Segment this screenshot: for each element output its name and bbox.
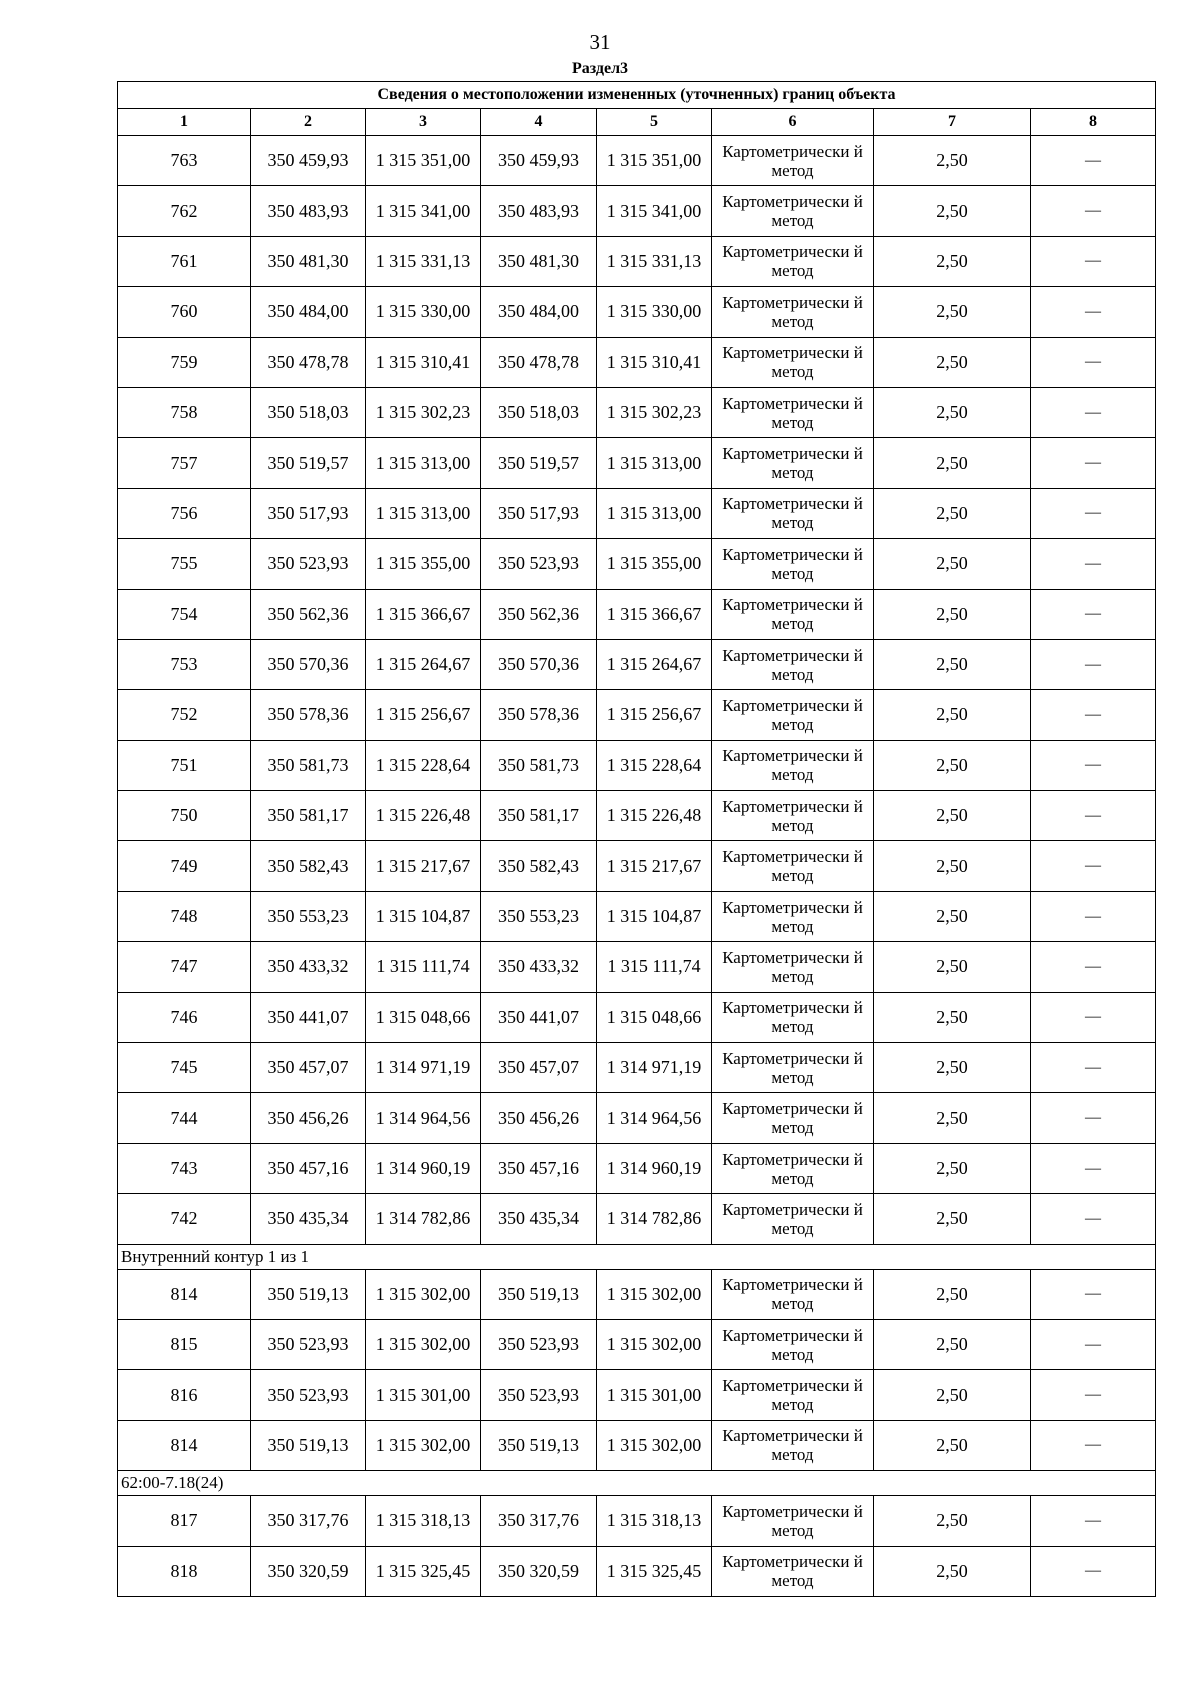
cell-point-number: 743: [118, 1143, 251, 1193]
cell-description: —: [1031, 1496, 1156, 1546]
cell-point-number: 814: [118, 1420, 251, 1470]
table-caption: Сведения о местоположении измененных (уточненных) границ объекта: [118, 82, 1156, 109]
cell-x-new: 350 582,43: [481, 841, 597, 891]
cell-method: Картометрически й метод: [712, 488, 874, 538]
cell-x-old: 350 483,93: [251, 186, 366, 236]
table-row: [118, 1143, 1156, 1193]
table-row: [118, 942, 1156, 992]
cell-description: —: [1031, 186, 1156, 236]
cell-x-old: 350 523,93: [251, 539, 366, 589]
cell-y-old: 1 315 313,00: [366, 438, 481, 488]
cell-x-old: 350 456,26: [251, 1093, 366, 1143]
cell-y-old: 1 315 301,00: [366, 1370, 481, 1420]
cell-x-new: 350 519,13: [481, 1269, 597, 1319]
cell-x-new: 350 481,30: [481, 236, 597, 286]
cell-y-new: 1 315 302,23: [597, 387, 712, 437]
cell-y-new: 1 315 104,87: [597, 891, 712, 941]
cell-description: —: [1031, 387, 1156, 437]
contour-label-row: [118, 1471, 1156, 1496]
cell-method: Картометрически й метод: [712, 639, 874, 689]
cell-description: —: [1031, 1093, 1156, 1143]
cell-accuracy: 2,50: [874, 287, 1031, 337]
cell-x-new: 350 456,26: [481, 1093, 597, 1143]
cell-x-new: 350 518,03: [481, 387, 597, 437]
cell-y-old: 1 315 341,00: [366, 186, 481, 236]
cell-point-number: 814: [118, 1269, 251, 1319]
cell-x-old: 350 518,03: [251, 387, 366, 437]
cell-description: —: [1031, 337, 1156, 387]
table-row: [118, 136, 1156, 186]
cell-accuracy: 2,50: [874, 186, 1031, 236]
cell-method: Картометрически й метод: [712, 992, 874, 1042]
cell-y-old: 1 315 318,13: [366, 1496, 481, 1546]
cell-y-new: 1 314 971,19: [597, 1043, 712, 1093]
cell-x-new: 350 523,93: [481, 1319, 597, 1369]
cell-y-old: 1 315 256,67: [366, 690, 481, 740]
cell-method: Картометрически й метод: [712, 337, 874, 387]
cell-description: —: [1031, 1143, 1156, 1193]
cell-y-new: 1 314 960,19: [597, 1143, 712, 1193]
table-row: [118, 1194, 1156, 1244]
cell-point-number: 817: [118, 1496, 251, 1546]
cell-accuracy: 2,50: [874, 791, 1031, 841]
cell-accuracy: 2,50: [874, 1319, 1031, 1369]
cell-method: Картометрически й метод: [712, 1093, 874, 1143]
cell-x-old: 350 570,36: [251, 639, 366, 689]
cell-point-number: 818: [118, 1546, 251, 1596]
contour-label: Внутренний контур 1 из 1: [118, 1244, 1156, 1269]
cell-y-old: 1 315 313,00: [366, 488, 481, 538]
cell-y-old: 1 315 325,45: [366, 1546, 481, 1596]
cell-method: Картометрически й метод: [712, 1194, 874, 1244]
table-row: [118, 1370, 1156, 1420]
cell-point-number: 747: [118, 942, 251, 992]
cell-method: Картометрически й метод: [712, 1370, 874, 1420]
cell-description: —: [1031, 488, 1156, 538]
cell-method: Картометрически й метод: [712, 1546, 874, 1596]
cell-description: —: [1031, 1319, 1156, 1369]
cell-accuracy: 2,50: [874, 1194, 1031, 1244]
cell-y-new: 1 315 217,67: [597, 841, 712, 891]
column-header-3: 3: [366, 109, 481, 136]
cell-x-old: 350 519,13: [251, 1420, 366, 1470]
cell-y-new: 1 315 313,00: [597, 488, 712, 538]
table-row: [118, 488, 1156, 538]
cell-x-new: 350 562,36: [481, 589, 597, 639]
cell-description: —: [1031, 992, 1156, 1042]
cell-x-new: 350 320,59: [481, 1546, 597, 1596]
cell-accuracy: 2,50: [874, 740, 1031, 790]
table-row: [118, 1496, 1156, 1546]
cell-y-new: 1 315 228,64: [597, 740, 712, 790]
cell-x-new: 350 553,23: [481, 891, 597, 941]
cell-accuracy: 2,50: [874, 136, 1031, 186]
cell-y-old: 1 315 366,67: [366, 589, 481, 639]
cell-y-old: 1 315 226,48: [366, 791, 481, 841]
table-row: [118, 387, 1156, 437]
cell-point-number: 761: [118, 236, 251, 286]
cell-point-number: 748: [118, 891, 251, 941]
contour-label: 62:00-7.18(24): [118, 1471, 1156, 1496]
cell-method: Картометрически й метод: [712, 791, 874, 841]
cell-point-number: 763: [118, 136, 251, 186]
cell-point-number: 756: [118, 488, 251, 538]
table-row: [118, 1269, 1156, 1319]
cell-y-new: 1 315 366,67: [597, 589, 712, 639]
cell-x-old: 350 562,36: [251, 589, 366, 639]
cell-y-new: 1 315 331,13: [597, 236, 712, 286]
table-row: [118, 1546, 1156, 1596]
cell-description: —: [1031, 1370, 1156, 1420]
cell-y-old: 1 315 111,74: [366, 942, 481, 992]
cell-method: Картометрически й метод: [712, 891, 874, 941]
table-row: [118, 1093, 1156, 1143]
cell-accuracy: 2,50: [874, 942, 1031, 992]
cell-description: —: [1031, 1420, 1156, 1470]
cell-y-old: 1 314 782,86: [366, 1194, 481, 1244]
cell-accuracy: 2,50: [874, 387, 1031, 437]
cell-description: —: [1031, 236, 1156, 286]
cell-x-new: 350 523,93: [481, 539, 597, 589]
cell-accuracy: 2,50: [874, 992, 1031, 1042]
cell-y-new: 1 315 111,74: [597, 942, 712, 992]
cell-point-number: 760: [118, 287, 251, 337]
cell-x-old: 350 435,34: [251, 1194, 366, 1244]
cell-method: Картометрически й метод: [712, 236, 874, 286]
cell-x-old: 350 581,17: [251, 791, 366, 841]
cell-method: Картометрически й метод: [712, 287, 874, 337]
cell-description: —: [1031, 690, 1156, 740]
cell-accuracy: 2,50: [874, 438, 1031, 488]
cell-accuracy: 2,50: [874, 1043, 1031, 1093]
cell-description: —: [1031, 1546, 1156, 1596]
cell-y-old: 1 315 302,00: [366, 1420, 481, 1470]
cell-description: —: [1031, 942, 1156, 992]
table-row: [118, 539, 1156, 589]
cell-description: —: [1031, 891, 1156, 941]
cell-description: —: [1031, 841, 1156, 891]
cell-y-new: 1 315 310,41: [597, 337, 712, 387]
cell-y-new: 1 315 264,67: [597, 639, 712, 689]
cell-y-old: 1 315 264,67: [366, 639, 481, 689]
cell-method: Картометрически й метод: [712, 841, 874, 891]
cell-accuracy: 2,50: [874, 1370, 1031, 1420]
cell-x-old: 350 582,43: [251, 841, 366, 891]
cell-method: Картометрически й метод: [712, 942, 874, 992]
cell-y-old: 1 315 351,00: [366, 136, 481, 186]
cell-point-number: 745: [118, 1043, 251, 1093]
table-row: [118, 1420, 1156, 1470]
column-header-2: 2: [251, 109, 366, 136]
cell-y-old: 1 315 302,00: [366, 1319, 481, 1369]
cell-x-old: 350 519,57: [251, 438, 366, 488]
cell-accuracy: 2,50: [874, 841, 1031, 891]
cell-x-old: 350 523,93: [251, 1319, 366, 1369]
cell-point-number: 746: [118, 992, 251, 1042]
column-header-8: 8: [1031, 109, 1156, 136]
cell-point-number: 754: [118, 589, 251, 639]
cell-method: Картометрически й метод: [712, 136, 874, 186]
cell-x-old: 350 553,23: [251, 891, 366, 941]
table-row: [118, 891, 1156, 941]
cell-description: —: [1031, 1194, 1156, 1244]
cell-x-old: 350 517,93: [251, 488, 366, 538]
cell-description: —: [1031, 136, 1156, 186]
cell-accuracy: 2,50: [874, 539, 1031, 589]
cell-y-new: 1 315 302,00: [597, 1420, 712, 1470]
cell-x-old: 350 457,16: [251, 1143, 366, 1193]
cell-point-number: 755: [118, 539, 251, 589]
contour-label-row: [118, 1244, 1156, 1269]
cell-y-new: 1 315 325,45: [597, 1546, 712, 1596]
cell-method: Картометрически й метод: [712, 1143, 874, 1193]
cell-method: Картометрически й метод: [712, 387, 874, 437]
table-row: [118, 1043, 1156, 1093]
cell-description: —: [1031, 791, 1156, 841]
cell-y-old: 1 315 302,00: [366, 1269, 481, 1319]
cell-x-new: 350 459,93: [481, 136, 597, 186]
coordinates-table: [117, 81, 1156, 1597]
column-header-7: 7: [874, 109, 1031, 136]
table-row: [118, 992, 1156, 1042]
cell-y-new: 1 315 226,48: [597, 791, 712, 841]
cell-accuracy: 2,50: [874, 337, 1031, 387]
cell-point-number: 758: [118, 387, 251, 437]
cell-method: Картометрически й метод: [712, 186, 874, 236]
cell-x-new: 350 457,16: [481, 1143, 597, 1193]
table-row: [118, 639, 1156, 689]
cell-accuracy: 2,50: [874, 690, 1031, 740]
cell-description: —: [1031, 287, 1156, 337]
table-row: [118, 287, 1156, 337]
cell-method: Картометрически й метод: [712, 740, 874, 790]
cell-accuracy: 2,50: [874, 1420, 1031, 1470]
cell-y-old: 1 314 964,56: [366, 1093, 481, 1143]
cell-y-new: 1 315 313,00: [597, 438, 712, 488]
cell-y-new: 1 315 318,13: [597, 1496, 712, 1546]
cell-accuracy: 2,50: [874, 488, 1031, 538]
cell-method: Картометрически й метод: [712, 438, 874, 488]
cell-point-number: 742: [118, 1194, 251, 1244]
cell-point-number: 757: [118, 438, 251, 488]
cell-x-new: 350 478,78: [481, 337, 597, 387]
cell-description: —: [1031, 1269, 1156, 1319]
cell-x-new: 350 433,32: [481, 942, 597, 992]
cell-point-number: 762: [118, 186, 251, 236]
cell-accuracy: 2,50: [874, 1546, 1031, 1596]
cell-method: Картометрически й метод: [712, 1496, 874, 1546]
cell-method: Картометрически й метод: [712, 1420, 874, 1470]
table-row: [118, 1319, 1156, 1369]
cell-y-new: 1 315 341,00: [597, 186, 712, 236]
cell-method: Картометрически й метод: [712, 690, 874, 740]
cell-accuracy: 2,50: [874, 1269, 1031, 1319]
cell-description: —: [1031, 639, 1156, 689]
cell-x-old: 350 519,13: [251, 1269, 366, 1319]
cell-y-old: 1 315 217,67: [366, 841, 481, 891]
column-header-4: 4: [481, 109, 597, 136]
cell-x-new: 350 581,17: [481, 791, 597, 841]
cell-x-new: 350 484,00: [481, 287, 597, 337]
table-row: [118, 337, 1156, 387]
cell-x-new: 350 517,93: [481, 488, 597, 538]
cell-x-new: 350 483,93: [481, 186, 597, 236]
cell-x-new: 350 317,76: [481, 1496, 597, 1546]
cell-method: Картометрически й метод: [712, 589, 874, 639]
cell-point-number: 751: [118, 740, 251, 790]
cell-point-number: 752: [118, 690, 251, 740]
cell-method: Картометрически й метод: [712, 539, 874, 589]
cell-accuracy: 2,50: [874, 1496, 1031, 1546]
column-header-6: 6: [712, 109, 874, 136]
table-row: [118, 791, 1156, 841]
table-body: [118, 136, 1156, 1597]
cell-accuracy: 2,50: [874, 236, 1031, 286]
cell-x-new: 350 441,07: [481, 992, 597, 1042]
cell-y-old: 1 315 330,00: [366, 287, 481, 337]
cell-description: —: [1031, 740, 1156, 790]
column-header-5: 5: [597, 109, 712, 136]
cell-point-number: 759: [118, 337, 251, 387]
cell-point-number: 744: [118, 1093, 251, 1143]
cell-x-new: 350 578,36: [481, 690, 597, 740]
table-row: [118, 186, 1156, 236]
table-row: [118, 589, 1156, 639]
cell-method: Картометрически й метод: [712, 1043, 874, 1093]
cell-y-new: 1 315 302,00: [597, 1319, 712, 1369]
cell-x-new: 350 435,34: [481, 1194, 597, 1244]
cell-x-old: 350 484,00: [251, 287, 366, 337]
cell-x-new: 350 523,93: [481, 1370, 597, 1420]
cell-y-old: 1 315 355,00: [366, 539, 481, 589]
cell-description: —: [1031, 1043, 1156, 1093]
table-row: [118, 740, 1156, 790]
table-row: [118, 841, 1156, 891]
cell-description: —: [1031, 589, 1156, 639]
cell-point-number: 816: [118, 1370, 251, 1420]
cell-y-old: 1 315 302,23: [366, 387, 481, 437]
cell-y-old: 1 315 310,41: [366, 337, 481, 387]
cell-y-old: 1 315 048,66: [366, 992, 481, 1042]
cell-x-old: 350 523,93: [251, 1370, 366, 1420]
cell-point-number: 749: [118, 841, 251, 891]
cell-y-new: 1 315 351,00: [597, 136, 712, 186]
cell-y-old: 1 315 104,87: [366, 891, 481, 941]
column-header-row: [118, 109, 1156, 136]
cell-accuracy: 2,50: [874, 639, 1031, 689]
cell-y-old: 1 315 331,13: [366, 236, 481, 286]
cell-y-new: 1 315 302,00: [597, 1269, 712, 1319]
cell-x-old: 350 459,93: [251, 136, 366, 186]
cell-x-old: 350 320,59: [251, 1546, 366, 1596]
cell-point-number: 753: [118, 639, 251, 689]
cell-y-new: 1 315 301,00: [597, 1370, 712, 1420]
cell-accuracy: 2,50: [874, 1093, 1031, 1143]
cell-method: Картометрически й метод: [712, 1269, 874, 1319]
cell-point-number: 815: [118, 1319, 251, 1369]
cell-accuracy: 2,50: [874, 589, 1031, 639]
cell-description: —: [1031, 539, 1156, 589]
cell-x-new: 350 457,07: [481, 1043, 597, 1093]
cell-x-new: 350 519,57: [481, 438, 597, 488]
section-title: Раздел3: [571, 60, 629, 77]
cell-x-old: 350 317,76: [251, 1496, 366, 1546]
cell-method: Картометрически й метод: [712, 1319, 874, 1369]
cell-y-new: 1 314 964,56: [597, 1093, 712, 1143]
cell-x-new: 350 581,73: [481, 740, 597, 790]
table-row: [118, 236, 1156, 286]
cell-y-old: 1 314 960,19: [366, 1143, 481, 1193]
cell-accuracy: 2,50: [874, 1143, 1031, 1193]
cell-x-new: 350 570,36: [481, 639, 597, 689]
cell-x-old: 350 481,30: [251, 236, 366, 286]
cell-y-new: 1 315 330,00: [597, 287, 712, 337]
cell-y-new: 1 315 048,66: [597, 992, 712, 1042]
page-number: 31: [589, 30, 611, 54]
cell-y-new: 1 315 256,67: [597, 690, 712, 740]
cell-accuracy: 2,50: [874, 891, 1031, 941]
cell-x-old: 350 457,07: [251, 1043, 366, 1093]
cell-description: —: [1031, 438, 1156, 488]
cell-y-new: 1 314 782,86: [597, 1194, 712, 1244]
cell-x-old: 350 578,36: [251, 690, 366, 740]
cell-x-old: 350 581,73: [251, 740, 366, 790]
column-header-1: 1: [118, 109, 251, 136]
cell-x-new: 350 519,13: [481, 1420, 597, 1470]
table-row: [118, 690, 1156, 740]
cell-y-old: 1 315 228,64: [366, 740, 481, 790]
cell-point-number: 750: [118, 791, 251, 841]
cell-x-old: 350 478,78: [251, 337, 366, 387]
table-row: [118, 438, 1156, 488]
cell-y-new: 1 315 355,00: [597, 539, 712, 589]
cell-x-old: 350 441,07: [251, 992, 366, 1042]
cell-x-old: 350 433,32: [251, 942, 366, 992]
cell-y-old: 1 314 971,19: [366, 1043, 481, 1093]
